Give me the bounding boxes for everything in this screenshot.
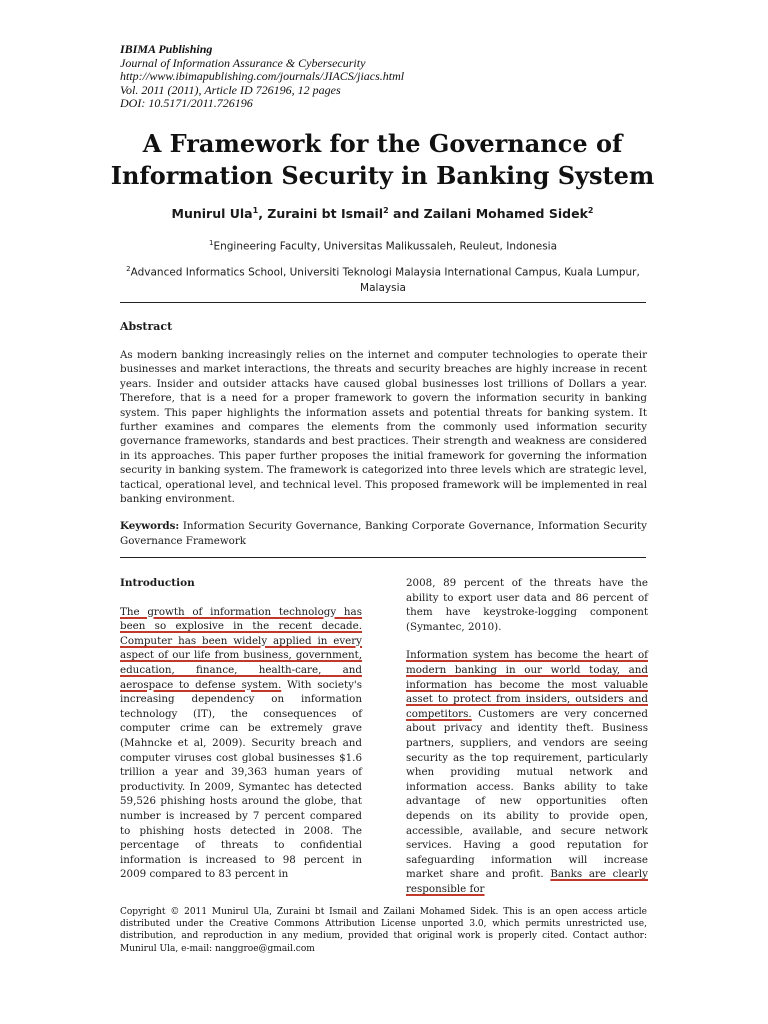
author-2-sup: 2 <box>383 206 389 215</box>
title-line-2: Information Security in Banking System <box>110 161 655 190</box>
copyright-footer: Copyright © 2011 Munirul Ula, Zuraini bt Ismail and Zailani Mohamed Sidek. This is an open access article distributed under the Creative Commons Attribution License unported 3.0, which permits unrestricted use, distribution, and reproduction in any medium, provided that original work is properly cited. Contact author: Munirul Ula, e-mail: nanggroe@gmail.com <box>120 907 647 954</box>
abstract-text: As modern banking increasingly relies on the internet and computer technologies to operate their businesses and market interactions, the threats and security breaches are highly increase in recent years. Insider and outsider attacks have caused global businesses lost trillions of Dollars a year. Therefore, that is a need for a proper framework to govern the information security in banking system. This paper highlights the information assets and potential threats for banking system. It further examines and compares the elements from the commonly used information security governance frameworks, standards and best practices. Their strength and weakness are considered in its approaches. This paper further proposes the initial framework for governing the information security in banking system. The framework is categorized into three levels which are strategic level, tactical, operational level, and technical level. This proposed framework will be implemented in real banking environment. <box>120 349 647 506</box>
affiliation-2 <box>118 262 648 296</box>
right-column <box>406 576 648 910</box>
journal-name: Journal of Information Assurance & Cybersecurity <box>120 55 366 70</box>
keywords-text: Information Security Governance, Banking Corporate Governance, Information Security Governance Framework <box>120 520 647 547</box>
author-2: Zuraini bt Ismail <box>267 206 384 222</box>
abstract-heading: Abstract <box>120 320 173 333</box>
doi: DOI: 10.5171/2011.726196 <box>120 96 253 110</box>
author-sep-2: and <box>388 206 424 222</box>
divider-bottom <box>120 557 646 558</box>
affiliation-2-text: Advanced Informatics School, Universiti Teknologi Malaysia International Campus, Kuala Lumpur, Malaysia <box>130 266 640 294</box>
volume-info: Vol. 2011 (2011), Article ID 726196, 12 pages <box>120 82 341 97</box>
publisher-name: IBIMA Publishing <box>120 42 213 56</box>
journal-header <box>120 43 640 111</box>
keywords <box>120 519 647 548</box>
banking-paragraph <box>406 648 648 896</box>
author-1-sup: 1 <box>252 206 259 215</box>
affiliation-2-sup: 2 <box>126 265 131 273</box>
paragraph-continued: 2008, 89 percent of the threats have the ability to export user data and 86 percent of them have keystroke-logging component (Symantec, 2010). <box>406 577 648 633</box>
introduction-paragraph <box>120 605 362 882</box>
highlighted-text: Information system has become the heart of modern banking in our world today, and information has become the most valuable asset to protect from insiders, outsiders and competitors. <box>406 649 648 720</box>
author-3-sup: 2 <box>587 206 594 215</box>
affiliation-1 <box>118 236 648 255</box>
highlighted-text-end: Banks are clearly responsible for <box>406 868 648 895</box>
left-column <box>120 576 362 896</box>
title-line-1: A Framework for the Governance of <box>142 129 623 158</box>
divider-top <box>120 302 646 303</box>
author-list <box>110 206 655 221</box>
paragraph-text: Customers are very concerned about privacy and identity theft. Business partners, suppliers, and vendors are seeing security as the top requirement, particularly when providing mutual network and information access. Banks ability to take advantage of new opportunities often depends on its ability to provide open, accessible, available, and secure network services. Having a good reputation for safeguarding information will increase market share and profit. <box>406 707 648 881</box>
introduction-heading: Introduction <box>120 577 195 589</box>
affiliation-1-sup: 1 <box>208 239 214 247</box>
author-sep-1: , <box>258 206 268 222</box>
keywords-label: Keywords: <box>120 520 180 532</box>
paragraph-text: With society's increasing dependency on information technology (IT), the consequences of computer crime can be extremely grave (Mahncke et al, 2009). Security breach and computer viruses cost global businesses $1.6 trillion a year and 39,363 human years of productivity. In 2009, Symantec has detected 59,526 phishing hosts around the globe, that number is increased by 7 percent compared to phishing hosts detected in 2008. The percentage of threats to confidential information is increased to 98 percent in 2009 compared to 83 percent in <box>120 678 363 881</box>
paper-title <box>110 128 655 192</box>
author-3: Zailani Mohamed Sidek <box>423 206 588 222</box>
affiliation-1-text: Engineering Faculty, Universitas Malikussaleh, Reuleut, Indonesia <box>213 240 558 253</box>
author-1: Munirul Ula <box>171 206 253 222</box>
highlighted-text: The growth of information technology has been so explosive in the recent decade. Computer has been widely applied in every aspect of our life from business, government, education, finance, health-care, and aerospace to defense system. <box>120 605 362 691</box>
journal-url: http://www.ibimapublishing.com/journals/JIACS/jiacs.html <box>120 69 405 83</box>
